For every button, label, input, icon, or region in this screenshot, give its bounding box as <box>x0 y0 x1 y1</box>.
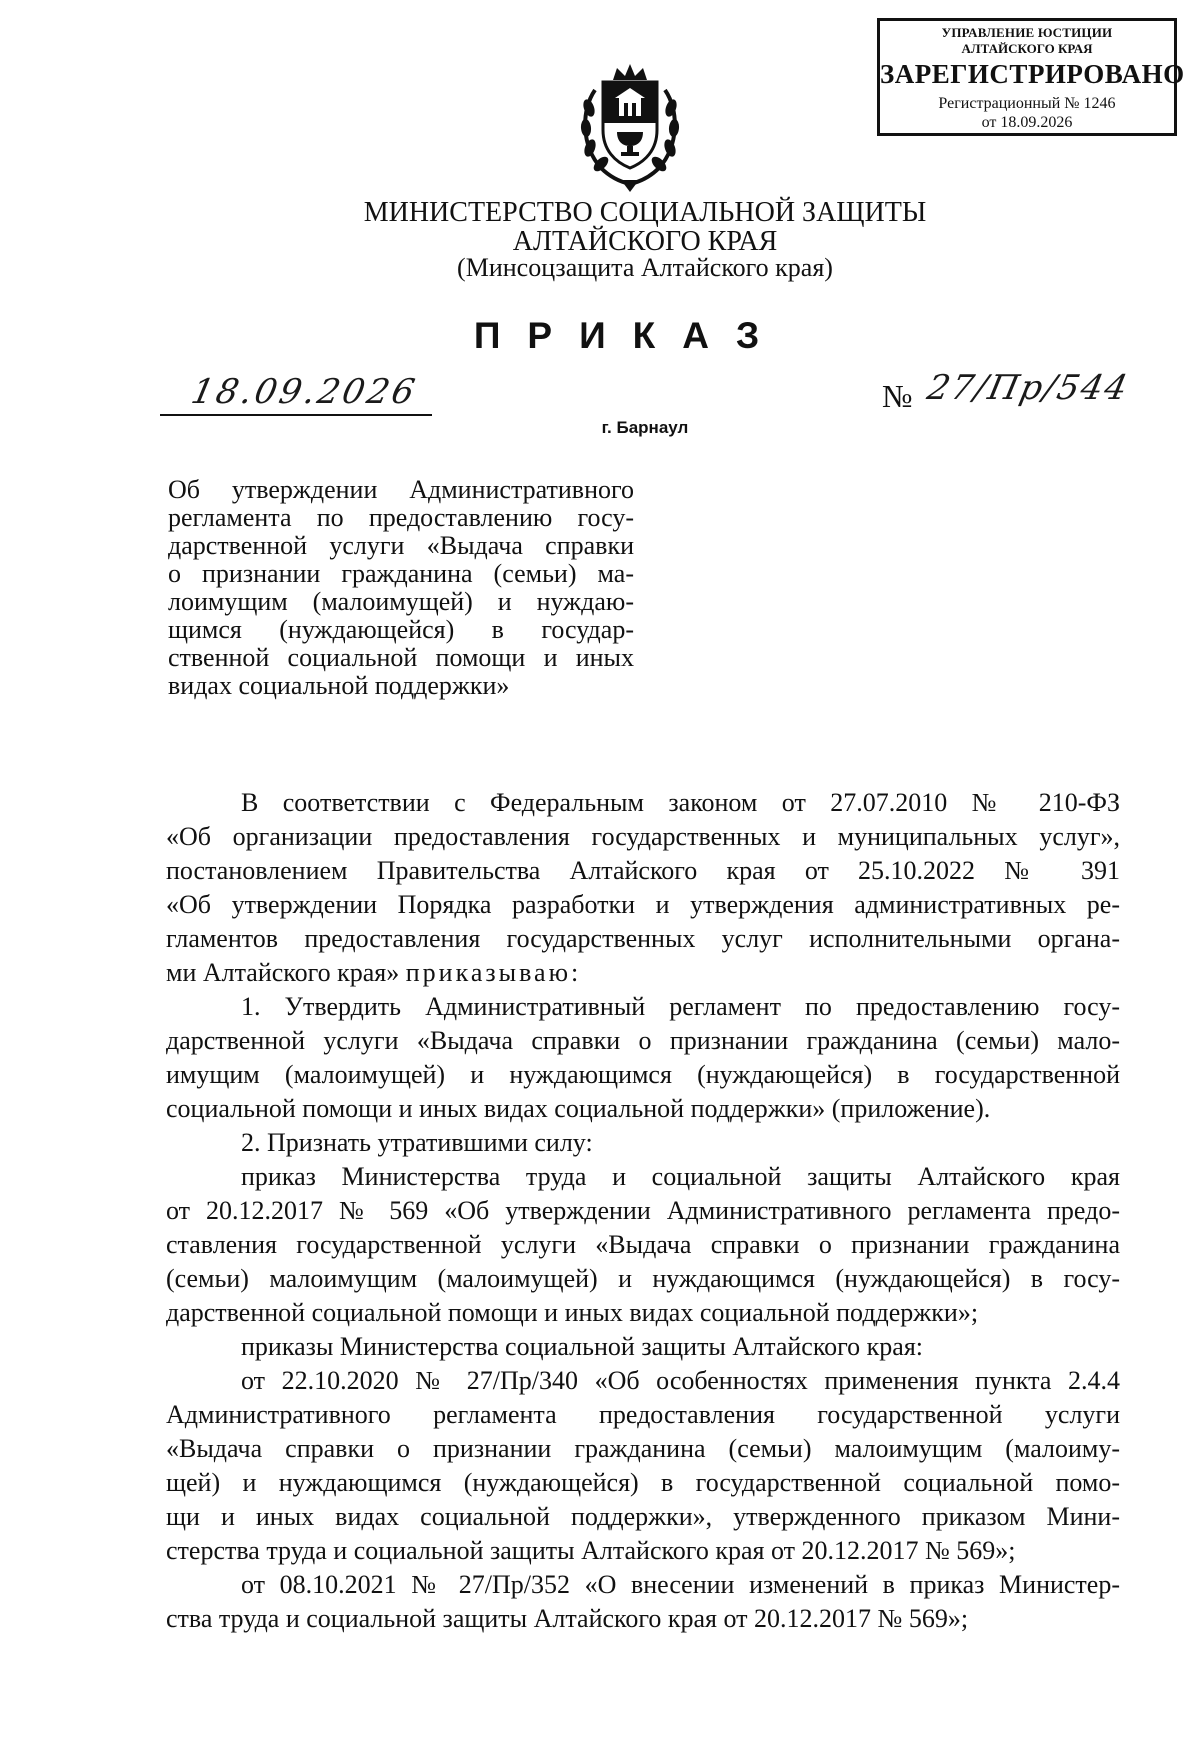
body-line: ставления государственной услуги «Выдача справки о признании гражданина <box>166 1230 1120 1259</box>
body-line: приказы Министерства социальной защиты Алтайского края: <box>241 1332 924 1361</box>
ministry-name-line1: МИНИСТЕРСТВО СОЦИАЛЬНОЙ ЗАЩИТЫ <box>363 197 927 228</box>
number-label: № <box>882 378 913 414</box>
order-subject <box>168 476 634 700</box>
stamp-reg-number: Регистрационный № 1246 <box>938 95 1116 112</box>
body-line: «Выдача справки о признании гражданина (семьи) малоимущим (малоиму- <box>166 1434 1120 1463</box>
body-line: «Об организации предоставления государственных и муниципальных услуг», <box>166 822 1120 851</box>
body-line: от 08.10.2021 № 27/Пр/352 «О внесении изменений в приказ Министер- <box>241 1570 1120 1599</box>
subject-line: Об утверждении Административного <box>168 475 634 504</box>
date-underline <box>160 414 432 416</box>
body-line: имущим (малоимущей) и нуждающимся (нуждающейся) в государственной <box>166 1060 1120 1089</box>
body-line: стерства труда и социальной защиты Алтайского края от 20.12.2017 № 569»; <box>166 1536 1016 1565</box>
stamp-org-line2: АЛТАЙСКОГО КРАЯ <box>961 41 1093 56</box>
body-line: гламентов предоставления государственных услуг исполнительными органа- <box>166 924 1120 953</box>
order-verb: приказываю: <box>405 958 582 987</box>
subject-line: видах социальной поддержки» <box>168 671 510 700</box>
body-line: от 22.10.2020 № 27/Пр/340 «Об особенностях применения пункта 2.4.4 <box>241 1366 1120 1395</box>
stamp-reg-date: от 18.09.2026 <box>981 114 1073 131</box>
body-line: «Об утверждении Порядка разработки и утверждения административных ре- <box>166 890 1120 919</box>
ministry-short-name: (Минсоцзащита Алтайского края) <box>457 253 833 282</box>
handwritten-number: 27/Пр/544 <box>923 368 1133 408</box>
body-text: ми Алтайского края» <box>166 958 400 987</box>
registration-stamp <box>877 18 1185 136</box>
body-line: ства труда и социальной защиты Алтайского края от 20.12.2017 № 569»; <box>166 1604 969 1633</box>
body-line: 2. Признать утратившими силу: <box>241 1128 593 1157</box>
body-line: постановлением Правительства Алтайского края от 25.10.2022 № 391 <box>166 856 1120 885</box>
handwritten-date: 18.09.2026 <box>187 372 421 412</box>
subject-line: дарственной услуги «Выдача справки <box>168 531 634 560</box>
ministry-name-line2: АЛТАЙСКОГО КРАЯ <box>512 226 778 257</box>
body-line: щи и иных видах социальной поддержки», утвержденного приказом Мини- <box>166 1502 1120 1531</box>
body-line: приказ Министерства труда и социальной защиты Алтайского края <box>241 1162 1120 1191</box>
body-line: Административного регламента предоставления государственной услуги <box>166 1400 1120 1429</box>
order-body <box>166 786 1120 1636</box>
body-line: (семьи) малоимущим (малоимущей) и нуждающимся (нуждающейся) в госу- <box>166 1264 1120 1293</box>
document-type: ПРИКАЗ <box>473 315 787 356</box>
subject-line: регламента по предоставлению госу- <box>168 503 634 532</box>
body-line: В соответствии с Федеральным законом от 27.07.2010 № 210-ФЗ <box>241 788 1120 817</box>
body-line: щей) и нуждающимся (нуждающейся) в государственной социальной помо- <box>166 1468 1120 1497</box>
subject-line: лоимущим (малоимущей) и нуждаю- <box>168 587 634 616</box>
body-line: социальной помощи и иных видах социальной поддержки» (приложение). <box>166 1094 991 1123</box>
body-line: 1. Утвердить Административный регламент по предоставлению госу- <box>241 992 1120 1021</box>
stamp-status: ЗАРЕГИСТРИРОВАНО <box>880 59 1185 89</box>
subject-line: о признании гражданина (семьи) ма- <box>168 559 634 588</box>
stamp-org-line1: УПРАВЛЕНИЕ ЮСТИЦИИ <box>941 25 1113 40</box>
coat-of-arms-icon <box>575 50 685 192</box>
city: г. Барнаул <box>601 418 689 437</box>
subject-line: ственной социальной помощи и иных <box>168 643 634 672</box>
body-line: дарственной социальной помощи и иных видах социальной поддержки»; <box>166 1298 979 1327</box>
subject-line: щимся (нуждающейся) в государ- <box>168 615 634 644</box>
body-line: дарственной услуги «Выдача справки о признании гражданина (семьи) мало- <box>166 1026 1120 1055</box>
body-line <box>166 956 1120 990</box>
body-line: от 20.12.2017 № 569 «Об утверждении Административного регламента предо- <box>166 1196 1120 1225</box>
